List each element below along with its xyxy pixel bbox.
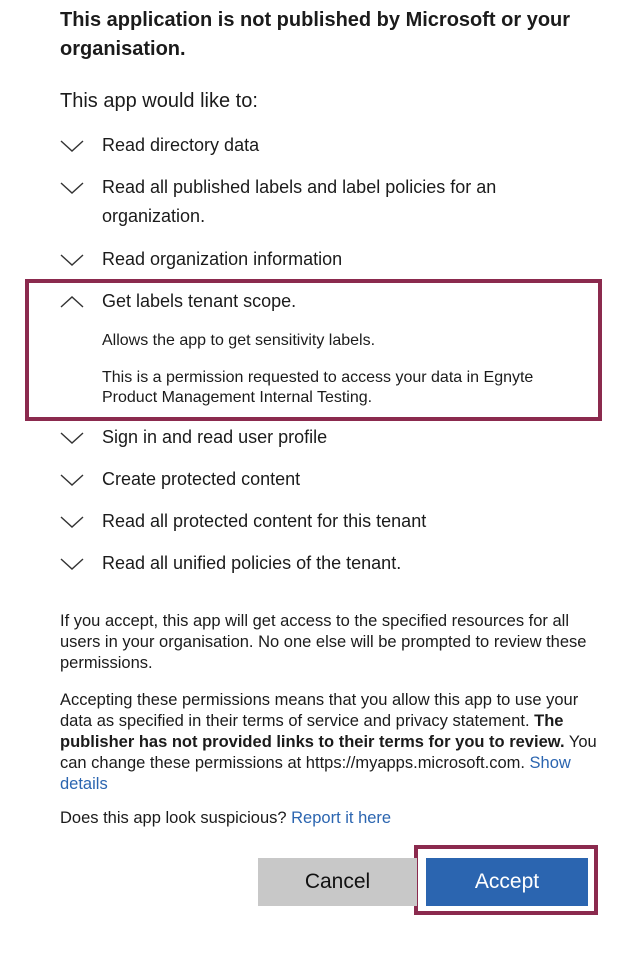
chevron-down-icon bbox=[60, 175, 84, 199]
permission-item[interactable]: Create protected content bbox=[60, 465, 572, 494]
permission-item[interactable]: Read all protected content for this tenant bbox=[60, 507, 572, 536]
permission-item[interactable]: Read organization information bbox=[60, 245, 572, 274]
page-title: This application is not published by Microsoft or your organisation. bbox=[60, 9, 571, 60]
report-link[interactable]: Report it here bbox=[291, 809, 392, 827]
permission-item[interactable]: Sign in and read user profile bbox=[60, 423, 572, 452]
chevron-down-icon bbox=[60, 509, 84, 533]
chevron-down-icon bbox=[60, 133, 84, 157]
consent-info: If you accept, this app will get access to the specified resources for all users in your organisation. No one else will be prompted to review these permissions. bbox=[60, 612, 587, 672]
cancel-button[interactable]: Cancel bbox=[258, 858, 417, 906]
permissions-heading: This app would like to: bbox=[60, 90, 258, 112]
chevron-down-icon bbox=[60, 425, 84, 449]
suspicious-text: Does this app look suspicious? Report it here bbox=[60, 809, 392, 827]
chevron-down-icon bbox=[60, 467, 84, 491]
permission-item[interactable]: Read directory data bbox=[60, 131, 572, 160]
permission-item[interactable]: Read all published labels and label policies for an organization. bbox=[60, 173, 572, 231]
chevron-down-icon bbox=[60, 551, 84, 575]
chevron-up-icon bbox=[60, 289, 84, 313]
permission-note: This is a permission requested to access your data in Egnyte Product Management Internal Testing. bbox=[102, 369, 534, 406]
show-details-link[interactable]: Show details bbox=[60, 754, 571, 793]
terms-info: Accepting these permissions means that you allow this app to use your data as specified in their terms of service and privacy statement. The publisher has not provided links to their terms for you to review. You can change these permissions at https://myapps.microsoft.com. Show details bbox=[60, 691, 597, 793]
accept-button[interactable]: Accept bbox=[426, 858, 588, 906]
permission-item-expanded[interactable]: Get labels tenant scope. bbox=[60, 287, 572, 316]
permission-description: Allows the app to get sensitivity labels. bbox=[102, 332, 376, 349]
permission-item[interactable]: Read all unified policies of the tenant. bbox=[60, 549, 572, 578]
chevron-down-icon bbox=[60, 247, 84, 271]
